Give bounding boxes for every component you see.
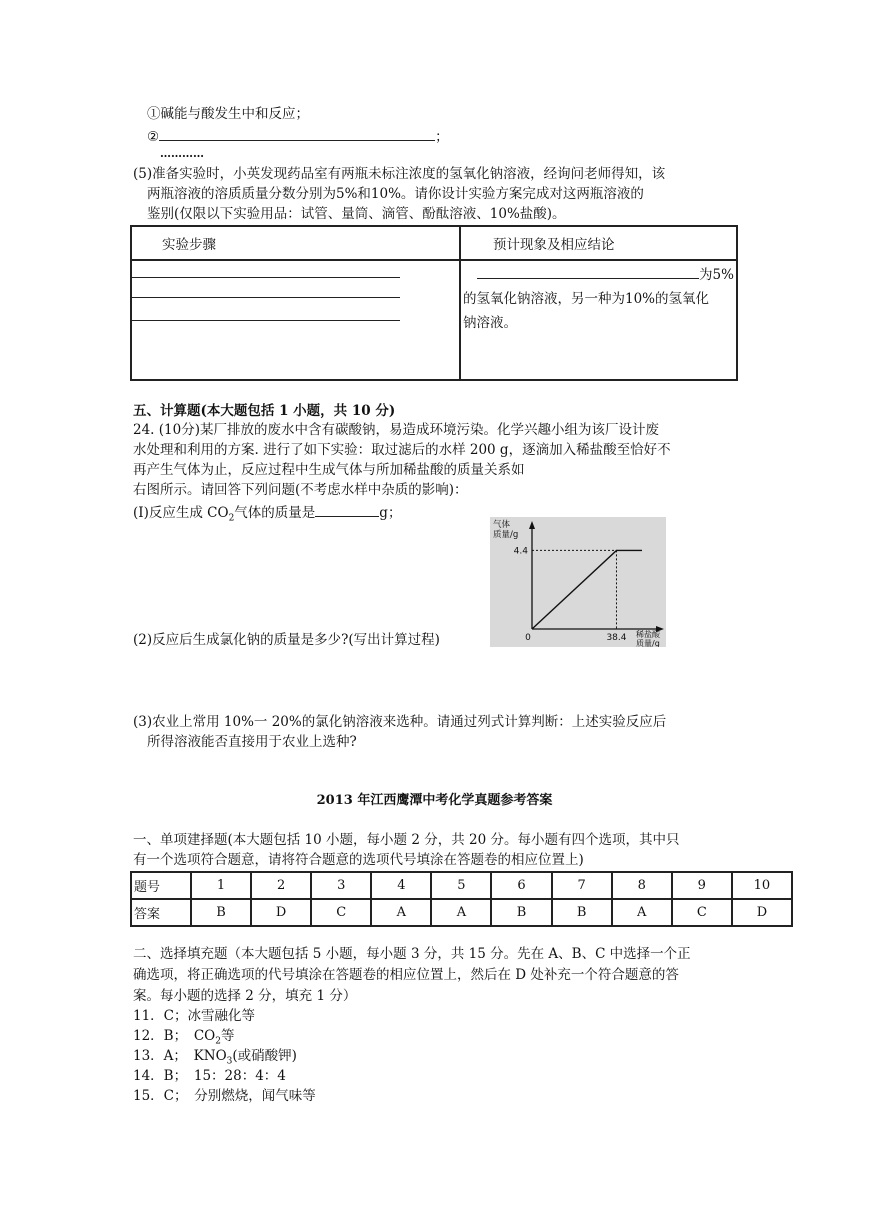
origin-label: 0 xyxy=(525,633,531,643)
answer-row-label-answer: 答案 xyxy=(131,899,191,926)
exp-header-conclusion-label: 预计现象及相应结论 xyxy=(493,237,615,253)
answer-letter-cell: C xyxy=(672,899,732,926)
q24-line1: 24. (10分)某厂排放的废水中含有碳酸钠，易造成环境污染。化学兴趣小组为该厂设计废 xyxy=(133,422,659,438)
answer-letter-cell: D xyxy=(251,899,311,926)
q5-line1: (5)准备实验时，小英发现药品室有两瓶未标注浓度的氢氧化钠溶液，经询问老师得知，该 xyxy=(133,166,666,182)
answer-12-prefix: 12．B； CO xyxy=(133,1028,216,1044)
q24-sub1-subscript: 2 xyxy=(228,513,235,524)
answer-table-row-numbers xyxy=(131,872,792,899)
exp-conclusion-blank[interactable] xyxy=(477,264,699,279)
q5-line2: 两瓶溶液的溶质质量分数分别为5%和10%。请你设计实验方案完成对这两瓶溶液的 xyxy=(147,186,644,202)
answer-14: 14．B； 15：28：4：4 xyxy=(133,1068,286,1084)
exp-step-blank-1[interactable] xyxy=(132,263,400,278)
answer-13-suffix: (或硝酸钾) xyxy=(232,1048,297,1064)
q24-sub2: (2)反应后生成氯化钠的质量是多少?(写出计算过程) xyxy=(133,632,440,648)
exp-conclusion-suffix: 为5% xyxy=(699,267,734,283)
answer-13-prefix: 13．A； KNO xyxy=(133,1048,227,1064)
q24-sub3-line2: 所得溶液能否直接用于农业上选种? xyxy=(147,734,357,750)
q24-sub1-mid: 气体的质量是 xyxy=(234,505,316,521)
q24-line4: 右图所示。请回答下列问题(不考虑水样中杂质的影响)： xyxy=(133,482,468,498)
answers-s2-line1: 二、选择填充题（本大题包括 5 小题，每小题 3 分，共 15 分。先在 A、B、C 中选择一个正 xyxy=(133,946,691,962)
q4-item2-prefix: ② xyxy=(147,129,160,145)
gas-mass-chart-svg xyxy=(490,517,666,647)
answer-letter-cell: B xyxy=(552,899,612,926)
answer-number-cell: 10 xyxy=(732,872,792,899)
answer-11: 11．C；冰雪融化等 xyxy=(133,1008,256,1024)
y-axis-label: 气体质量/g xyxy=(493,520,519,540)
exp-step-blank-2[interactable] xyxy=(132,283,400,298)
answer-letter-cell: C xyxy=(311,899,371,926)
q24-sub1 xyxy=(133,502,401,529)
q4-item2-suffix: ； xyxy=(435,129,449,145)
answer-number-cell: 4 xyxy=(371,872,431,899)
exp-conclusion-line3: 钠溶液。 xyxy=(463,315,517,331)
x-tick-label: 38.4 xyxy=(606,633,627,643)
exp-conclusion-cell xyxy=(460,260,737,380)
y-axis-arrow xyxy=(529,521,535,529)
q4-item2-blank[interactable] xyxy=(159,126,435,141)
gas-mass-chart xyxy=(490,517,666,647)
answer-number-cell: 1 xyxy=(191,872,251,899)
exp-conclusion-line2: 的氢氧化钠溶液，另一种为10%的氢氧化 xyxy=(463,291,710,307)
exp-step-blank-3[interactable] xyxy=(132,306,400,321)
y-tick-label: 4.4 xyxy=(513,546,528,557)
experiment-table xyxy=(130,225,738,381)
q24-sub1-prefix: (I)反应生成 CO xyxy=(133,505,229,521)
answers-s1-line2: 有一个选项符合题意，请将符合题意的选项代号填涂在答题卷的相应位置上) xyxy=(133,852,584,868)
section5-title: 五、计算题(本大题包括 1 小题，共 10 分) xyxy=(133,403,396,419)
answer-number-cell: 5 xyxy=(431,872,491,899)
q4-item1: ①碱能与酸发生中和反应； xyxy=(147,106,309,122)
answer-number-cell: 7 xyxy=(552,872,612,899)
q24-line3: 再产生气体为止，反应过程中生成气体与所加稀盐酸的质量关系如 xyxy=(133,462,525,478)
exp-header-steps xyxy=(131,226,460,260)
answers-s2-line3: 案。每小题的选择 2 分，填充 1 分） xyxy=(133,988,357,1004)
answer-letter-cell: B xyxy=(491,899,551,926)
answer-15: 15．C； 分别燃烧，闻气味等 xyxy=(133,1088,316,1104)
answer-letter-cell: D xyxy=(732,899,792,926)
answer-12-subscript: 2 xyxy=(215,1036,221,1047)
q24-sub1-suffix: g； xyxy=(379,505,402,521)
answers-s2-line2: 确选项，将正确选项的代号填涂在答题卷的相应位置上，然后在 D 处补充一个符合题意的答 xyxy=(133,967,679,983)
answer-12-suffix: 等 xyxy=(220,1028,235,1044)
answer-letter-cell: A xyxy=(431,899,491,926)
answer-13-subscript: 3 xyxy=(226,1056,233,1067)
x-axis-label: 稀盐酸质量/g xyxy=(636,630,660,647)
answer-letter-cell: A xyxy=(371,899,431,926)
answer-number-cell: 2 xyxy=(251,872,311,899)
q24-sub3-line1: (3)农业上常用 10%一 20%的氯化钠溶液来选种。请通过列式计算判断：上述实验反应后 xyxy=(133,714,667,730)
answer-number-cell: 8 xyxy=(612,872,672,899)
answers-title: 2013 年江西鹰潭中考化学真题参考答案 xyxy=(316,793,553,808)
q24-line2: 水处理和利用的方案. 进行了如下实验：取过滤后的水样 200 g，逐滴加入稀盐酸至恰好不 xyxy=(133,442,671,458)
answers-s1-line1: 一、单项建择题(本大题包括 10 小题，每小题 2 分，共 20 分。每小题有四个选项，其中只 xyxy=(133,832,680,848)
exp-header-steps-label: 实验步骤 xyxy=(162,237,216,253)
answer-number-cell: 3 xyxy=(311,872,371,899)
q4-ellipsis: ………… xyxy=(160,147,204,160)
q5-line3: 鉴别(仅限以下实验用品：试管、量筒、滴管、酚酞溶液、10%盐酸)。 xyxy=(147,206,566,222)
co2-mass-blank[interactable] xyxy=(315,502,379,517)
answer-table-row-letters xyxy=(131,899,792,926)
answer-row-label-number: 题号 xyxy=(131,872,191,899)
exp-steps-cell xyxy=(131,260,460,380)
exp-header-conclusion xyxy=(460,226,737,260)
answer-table xyxy=(130,871,793,927)
answer-letter-cell: B xyxy=(191,899,251,926)
answer-letter-cell: A xyxy=(612,899,672,926)
series-line xyxy=(532,550,642,629)
answer-number-cell: 6 xyxy=(491,872,551,899)
answer-number-cell: 9 xyxy=(672,872,732,899)
